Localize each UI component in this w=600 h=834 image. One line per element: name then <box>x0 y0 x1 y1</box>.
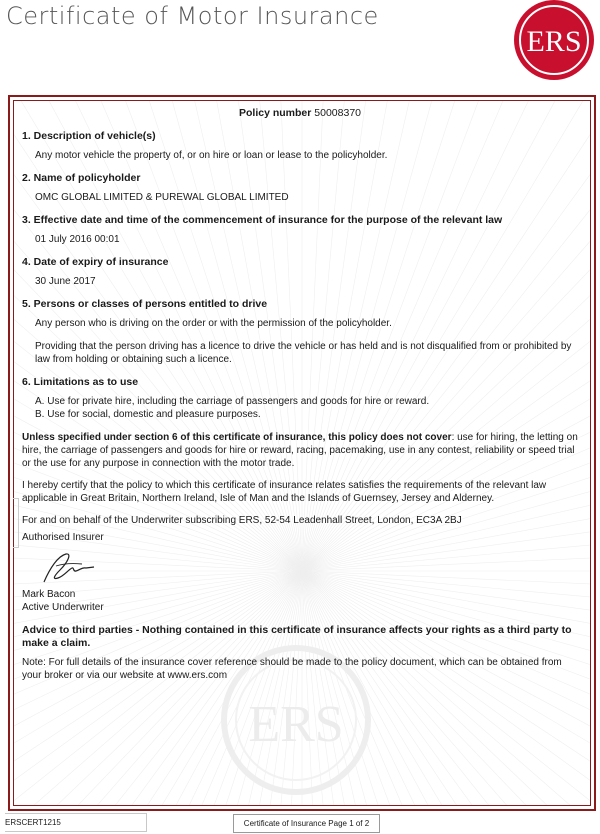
section-heading: 5. Persons or classes of persons entitled to drive <box>22 298 268 310</box>
exclusions-paragraph <box>22 431 578 470</box>
section-heading: 1. Description of vehicle(s) <box>22 130 156 142</box>
signature <box>38 548 98 588</box>
logo-text: ERS <box>526 25 582 58</box>
note-paragraph: Note: For full details of the insurance cover reference should be made to the policy document, which can be obtained from your broker or via our website at www.ers.com <box>22 657 562 681</box>
signatory-name: Mark Bacon <box>22 589 76 600</box>
document-title: Certificate of Motor Insurance <box>6 2 379 30</box>
certification-paragraph: I hereby certify that the policy to which this certificate of insurance relates satisfies the requirements of the relevant law applicable in Great Britain, Northern Ireland, Isle of Man and the Islands of Guernsey, Jersey and Alderney. <box>22 480 547 504</box>
exclusions-lead: Unless specified under section 6 of this certificate of insurance, this policy does not cover <box>22 432 452 443</box>
certificate-reference: ERSCERT1215 <box>5 813 147 832</box>
policy-number-line <box>22 107 578 120</box>
expiry-date: 30 June 2017 <box>35 276 96 287</box>
section-heading: 4. Date of expiry of insurance <box>22 256 169 268</box>
section-heading: 2. Name of policyholder <box>22 172 141 184</box>
commencement-date: 01 July 2016 00:01 <box>35 234 120 245</box>
on-behalf-paragraph: For and on behalf of the Underwriter subscribing ERS, 52-54 Leadenhall Street, London, EC3A 2BJ <box>22 515 462 526</box>
ers-logo <box>510 0 598 82</box>
exclusions-text: : use for hiring, the letting on hire, the carriage of passengers and goods for hire or reward, racing, pacemaking, use in any contest, reliability or speed trial or the use for any purpose in connection with the motor trade. <box>22 432 578 469</box>
page-indicator: Certificate of Insurance Page 1 of 2 <box>233 814 380 833</box>
section-heading: 3. Effective date and time of the commencement of insurance for the purpose of the relevant law <box>22 214 503 226</box>
policyholder-name: OMC GLOBAL LIMITED & PUREWAL GLOBAL LIMITED <box>35 192 289 203</box>
section-text: Providing that the person driving has a licence to drive the vehicle or has held and is not disqualified from or prohibited by law from holding or obtaining such a licence. <box>35 341 572 365</box>
watermark-text: ERS <box>248 696 344 753</box>
limitation-b: B. Use for social, domestic and pleasure purposes. <box>35 409 261 420</box>
policy-number-value: 50008370 <box>314 107 361 119</box>
signatory-role: Active Underwriter <box>22 602 104 613</box>
section-text: Any motor vehicle the property of, or on hire or loan or lease to the policyholder. <box>35 150 388 161</box>
section-heading: 6. Limitations as to use <box>22 376 139 388</box>
policy-number-label: Policy number <box>239 107 312 119</box>
authorised-insurer-label: Authorised Insurer <box>22 532 104 543</box>
certificate-body <box>22 104 578 682</box>
limitation-a: A. Use for private hire, including the carriage of passengers and goods for hire or reward. <box>35 396 430 407</box>
third-party-advice: Advice to third parties - Nothing contained in this certificate of insurance affects your rights as a third party to make a claim. <box>22 624 572 649</box>
side-tab <box>13 498 19 548</box>
section-text: Any person who is driving on the order or with the permission of the policyholder. <box>35 318 392 329</box>
